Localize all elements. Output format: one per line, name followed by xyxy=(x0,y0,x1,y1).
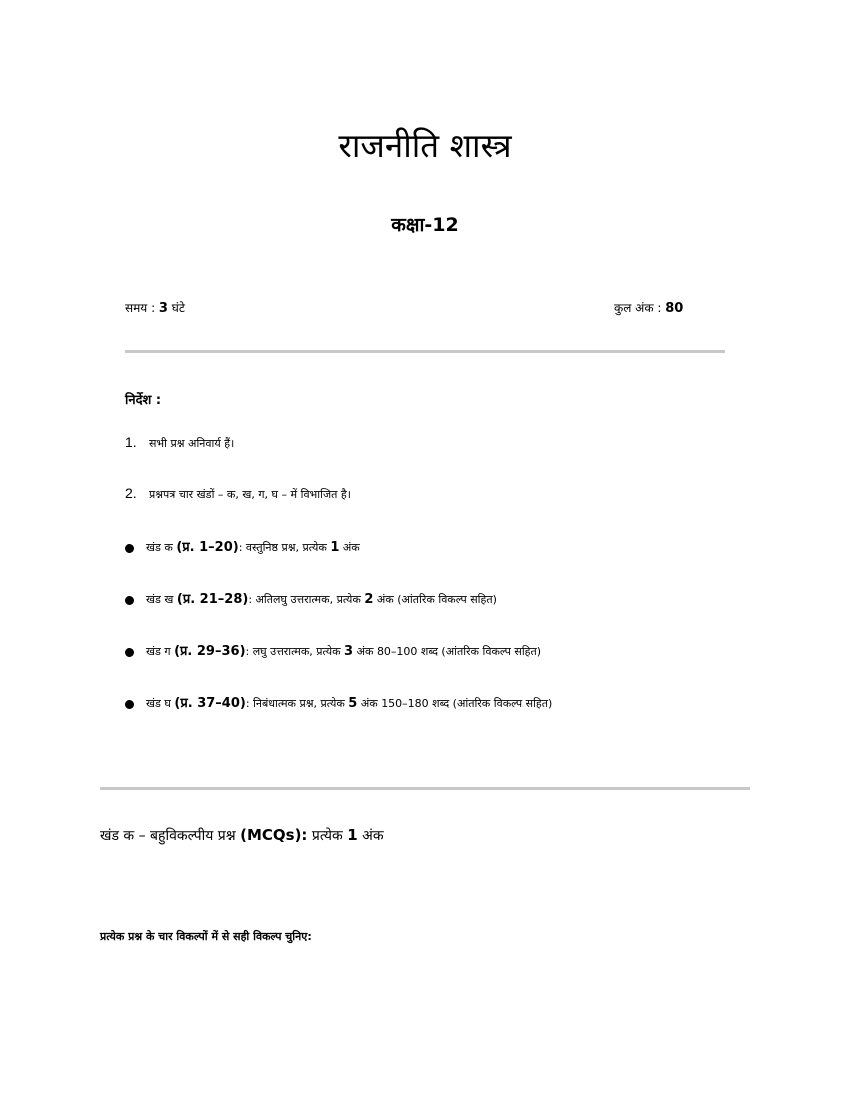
bullet-text: खंड ख xyxy=(146,593,177,606)
instruction-item xyxy=(125,434,234,451)
bullet-text: अंक 80–100 शब्द (आंतरिक विकल्प सहित) xyxy=(353,645,542,658)
bullet-text: : निबंधात्मक प्रश्न, प्रत्येक xyxy=(245,697,349,710)
marks-value: 80 xyxy=(665,301,684,316)
section-text: प्रत्येक xyxy=(307,828,348,844)
bullet-text: खंड ग xyxy=(146,645,175,658)
bullet-marks: 3 xyxy=(344,644,354,659)
bullet-text: खंड घ xyxy=(146,697,175,710)
instruction-text: प्रश्नपत्र चार खंडों – क, ख, ग, घ – में विभाजित है। xyxy=(149,488,351,501)
bullet-range: (प्र. 29–36) xyxy=(174,644,246,659)
marks-info: कुल अंक : 80 xyxy=(614,301,684,316)
bullet-text: : वस्तुनिष्ठ प्रश्न, प्रत्येक xyxy=(238,541,331,554)
instruction-text: सभी प्रश्न अनिवार्य हैं। xyxy=(149,437,235,450)
divider-bottom xyxy=(100,787,750,790)
bullet-range: (प्र. 1–20) xyxy=(176,540,239,555)
bullet-icon xyxy=(125,544,134,553)
bullet-text: अंक 150–180 शब्द (आंतरिक विकल्प सहित) xyxy=(357,697,553,710)
section-bullet xyxy=(125,537,360,555)
mcq-instruction: प्रत्येक प्रश्न के चार विकल्पों में से सही विकल्प चुनिए: xyxy=(100,930,312,943)
bullet-marks: 1 xyxy=(330,540,340,555)
bullet-marks: 5 xyxy=(348,696,358,711)
bullet-icon xyxy=(125,648,134,657)
section-mcq: (MCQs): xyxy=(240,826,308,844)
divider-top xyxy=(125,350,725,353)
instruction-number: 2. xyxy=(125,485,137,501)
section-bullet xyxy=(125,641,541,659)
document-title: राजनीति शास्त्र xyxy=(338,126,512,165)
bullet-icon xyxy=(125,700,134,709)
bullet-range: (प्र. 21–28) xyxy=(176,592,249,607)
section-text: खंड क – बहुविकल्पीय प्रश्न xyxy=(100,828,241,844)
section-bullet xyxy=(125,693,552,711)
bullet-text: अंक (आंतरिक विकल्प सहित) xyxy=(373,593,497,606)
instruction-item xyxy=(125,485,351,502)
instructions-heading: निर्देश : xyxy=(125,393,162,408)
time-info: समय : 3 घंटे xyxy=(125,301,185,316)
bullet-text: : अतिलघु उत्तरात्मक, प्रत्येक xyxy=(248,593,365,606)
bullet-text: खंड क xyxy=(146,541,177,554)
bullet-marks: 2 xyxy=(364,592,374,607)
section-heading xyxy=(100,826,384,845)
bullet-range: (प्र. 37–40) xyxy=(174,696,246,711)
section-text: अंक xyxy=(357,828,384,844)
time-unit: घंटे xyxy=(171,301,185,315)
marks-label: कुल अंक xyxy=(614,301,654,315)
time-label: समय xyxy=(125,301,148,315)
time-value: 3 xyxy=(158,301,168,316)
bullet-text: : लघु उत्तरात्मक, प्रत्येक xyxy=(245,645,345,658)
section-bullet xyxy=(125,589,497,607)
section-marks: 1 xyxy=(347,826,358,844)
class-subtitle: कक्षा-12 xyxy=(391,214,459,236)
bullet-text: अंक xyxy=(339,541,360,554)
instruction-number: 1. xyxy=(125,434,137,450)
bullet-icon xyxy=(125,596,134,605)
